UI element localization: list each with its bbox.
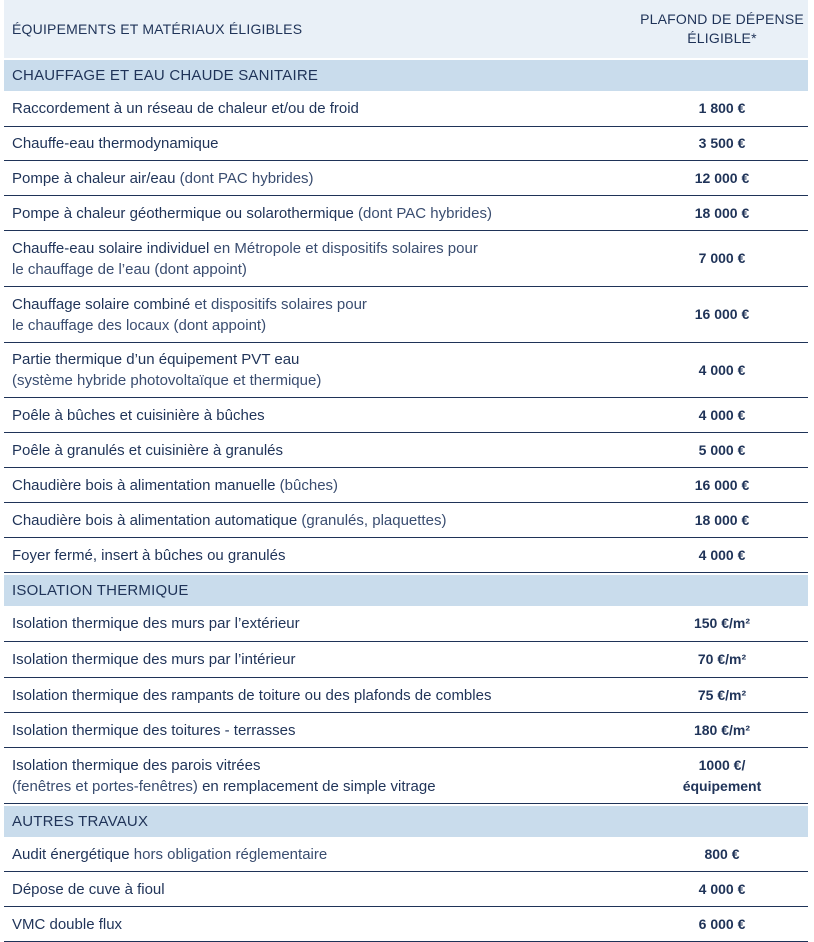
equipment-line-2 — [12, 259, 636, 280]
eligible-expenses-table — [4, 0, 808, 942]
equipment-detail: hors obligation réglementaire — [129, 845, 328, 863]
equipment-detail: (dont PAC hybrides) — [353, 204, 492, 222]
equipment-name: Chauffe-eau solaire individuel — [12, 239, 210, 257]
equipment-detail-2: (fenêtres et portes-fenêtres) — [12, 777, 198, 795]
table-row — [4, 606, 808, 642]
table-row — [4, 748, 808, 804]
equipment-name: Dépose de cuve à fioul — [12, 880, 165, 898]
equipment-line-2 — [12, 776, 636, 797]
ceiling-cell — [636, 475, 808, 496]
equipment-detail: en Métropole et dispositifs solaires pour — [209, 239, 478, 257]
table-row — [4, 231, 808, 287]
equipment-cell — [4, 405, 636, 426]
table-row — [4, 503, 808, 538]
header-ceiling — [636, 10, 808, 48]
equipment-cell — [4, 98, 636, 119]
equipment-name: VMC double flux — [12, 915, 123, 933]
table-row — [4, 642, 808, 678]
equipment-line — [12, 238, 636, 259]
equipment-name: Audit énergétique — [12, 845, 130, 863]
equipment-name: Poêle à granulés et cuisinière à granulés — [12, 441, 284, 459]
equipment-cell — [4, 294, 636, 336]
equipment-cell — [4, 510, 636, 531]
table-row — [4, 872, 808, 907]
equipment-line — [12, 720, 636, 741]
equipment-detail: et dispositifs solaires pour — [190, 295, 367, 313]
equipment-detail: (dont PAC hybrides) — [175, 169, 314, 187]
ceiling-value: 70 €/m² — [697, 651, 747, 667]
ceiling-value: 16 000 € — [694, 476, 750, 493]
ceiling-cell — [636, 685, 808, 706]
ceiling-value: 150 €/m² — [693, 615, 751, 631]
table-row — [4, 678, 808, 713]
equipment-line — [12, 98, 636, 119]
equipment-line — [12, 755, 636, 776]
table-row — [4, 196, 808, 231]
ceiling-value: 4 000 € — [698, 546, 746, 563]
equipment-line — [12, 203, 636, 224]
equipment-cell — [4, 475, 636, 496]
ceiling-cell — [636, 168, 808, 189]
equipment-cell — [4, 844, 636, 865]
ceiling-value: 7 000 € — [698, 250, 746, 266]
equipment-line — [12, 349, 636, 370]
ceiling-value: 5 000 € — [698, 441, 746, 458]
equipment-name: Pompe à chaleur air/eau — [12, 169, 176, 187]
header-ceiling-line2: ÉLIGIBLE* — [687, 30, 757, 46]
equipment-cell — [4, 755, 636, 797]
equipment-name: Chauffage solaire combiné — [12, 295, 191, 313]
equipment-line — [12, 405, 636, 426]
ceiling-value: 800 € — [704, 845, 740, 862]
ceiling-cell — [636, 248, 808, 269]
equipment-line-2 — [12, 370, 636, 391]
table-row — [4, 713, 808, 748]
ceiling-cell — [636, 844, 808, 865]
equipment-detail: (granulés, plaquettes) — [297, 511, 447, 529]
equipment-line — [12, 879, 636, 900]
table-row — [4, 433, 808, 468]
ceiling-cell — [636, 440, 808, 461]
equipment-name: Chaudière bois à alimentation manuelle — [12, 476, 276, 494]
equipment-detail-2: le chauffage de l’eau (dont appoint) — [12, 260, 247, 278]
table-row — [4, 538, 808, 573]
equipment-name: Isolation thermique des rampants de toiture ou des plafonds de combles — [12, 686, 492, 704]
table-row — [4, 837, 808, 872]
equipment-line — [12, 914, 636, 935]
equipment-line — [12, 168, 636, 189]
table-row — [4, 91, 808, 127]
equipment-cell — [4, 168, 636, 189]
ceiling-value: 4 000 € — [698, 361, 746, 378]
ceiling-value: 4 000 € — [698, 880, 746, 897]
table-header — [4, 0, 808, 58]
ceiling-value-2: équipement — [682, 777, 762, 794]
table-row — [4, 343, 808, 398]
equipment-name: Chaudière bois à alimentation automatique — [12, 511, 298, 529]
equipment-line — [12, 133, 636, 154]
ceiling-cell — [636, 133, 808, 154]
equipment-line — [12, 613, 636, 634]
equipment-cell — [4, 879, 636, 900]
equipment-name: Chauffe-eau thermodynamique — [12, 135, 219, 152]
equipment-cell — [4, 238, 636, 280]
table-row — [4, 907, 808, 942]
table-body — [4, 58, 808, 942]
equipment-line — [12, 844, 636, 865]
table-row — [4, 127, 808, 161]
equipment-cell — [4, 720, 636, 741]
table-row — [4, 287, 808, 343]
ceiling-cell — [636, 304, 808, 325]
header-equipment: ÉQUIPEMENTS ET MATÉRIAUX ÉLIGIBLES — [12, 21, 303, 37]
ceiling-cell — [636, 720, 808, 741]
equipment-name: Partie thermique d’un équipement PVT eau — [12, 351, 300, 368]
equipment-line — [12, 440, 636, 461]
ceiling-value: 4 000 € — [698, 406, 746, 423]
ceiling-value: 1 800 € — [698, 100, 746, 116]
equipment-line — [12, 475, 636, 496]
table-row — [4, 398, 808, 433]
ceiling-cell — [636, 405, 808, 426]
equipment-name: Pompe à chaleur géothermique ou solarothermique — [12, 204, 354, 222]
ceiling-value: 12 000 € — [694, 169, 750, 186]
ceiling-value: 6 000 € — [698, 915, 746, 932]
ceiling-cell — [636, 755, 808, 797]
ceiling-value: 1000 €/ — [698, 756, 746, 773]
ceiling-value: 75 €/m² — [697, 686, 747, 703]
equipment-cell — [4, 914, 636, 935]
equipment-name: Isolation thermique des parois vitrées — [12, 756, 261, 774]
ceiling-cell — [636, 545, 808, 566]
section-header: ISOLATION THERMIQUE — [4, 573, 808, 606]
equipment-detail-2: (système hybride photovoltaïque et thermique) — [12, 372, 322, 389]
equipment-line-2 — [12, 315, 636, 336]
equipment-name: Isolation thermique des toitures - terrasses — [12, 721, 296, 739]
ceiling-value: 180 €/m² — [693, 721, 751, 738]
equipment-detail: (bûches) — [275, 476, 339, 494]
equipment-name: Raccordement à un réseau de chaleur et/ou de froid — [12, 100, 359, 117]
header-ceiling-line1: PLAFOND DE DÉPENSE — [640, 11, 804, 27]
ceiling-value: 16 000 € — [694, 306, 750, 322]
equipment-cell — [4, 613, 636, 634]
ceiling-value: 18 000 € — [694, 511, 750, 528]
ceiling-cell — [636, 879, 808, 900]
equipment-line — [12, 510, 636, 531]
ceiling-cell — [636, 360, 808, 381]
equipment-cell — [4, 545, 636, 566]
ceiling-value: 18 000 € — [694, 204, 750, 221]
equipment-cell — [4, 649, 636, 670]
equipment-name: Isolation thermique des murs par l’extérieur — [12, 615, 300, 632]
section-header: CHAUFFAGE ET EAU CHAUDE SANITAIRE — [4, 58, 808, 91]
equipment-name: Poêle à bûches et cuisinière à bûches — [12, 406, 265, 424]
equipment-line — [12, 294, 636, 315]
ceiling-cell — [636, 98, 808, 119]
ceiling-value: 3 500 € — [698, 135, 746, 151]
equipment-cell — [4, 133, 636, 154]
equipment-line — [12, 545, 636, 566]
equipment-name: Foyer fermé, insert à bûches ou granulés — [12, 546, 286, 564]
equipment-line — [12, 649, 636, 670]
ceiling-cell — [636, 510, 808, 531]
table-row — [4, 161, 808, 196]
equipment-detail-2: le chauffage des locaux (dont appoint) — [12, 316, 267, 334]
equipment-line — [12, 685, 636, 706]
ceiling-cell — [636, 914, 808, 935]
table-row — [4, 468, 808, 503]
equipment-detail-3: en remplacement de simple vitrage — [197, 777, 436, 795]
ceiling-cell — [636, 613, 808, 634]
equipment-name: Isolation thermique des murs par l’intérieur — [12, 651, 296, 668]
section-header: AUTRES TRAVAUX — [4, 804, 808, 837]
equipment-cell — [4, 685, 636, 706]
ceiling-cell — [636, 203, 808, 224]
equipment-cell — [4, 349, 636, 391]
ceiling-cell — [636, 649, 808, 670]
equipment-cell — [4, 203, 636, 224]
equipment-cell — [4, 440, 636, 461]
